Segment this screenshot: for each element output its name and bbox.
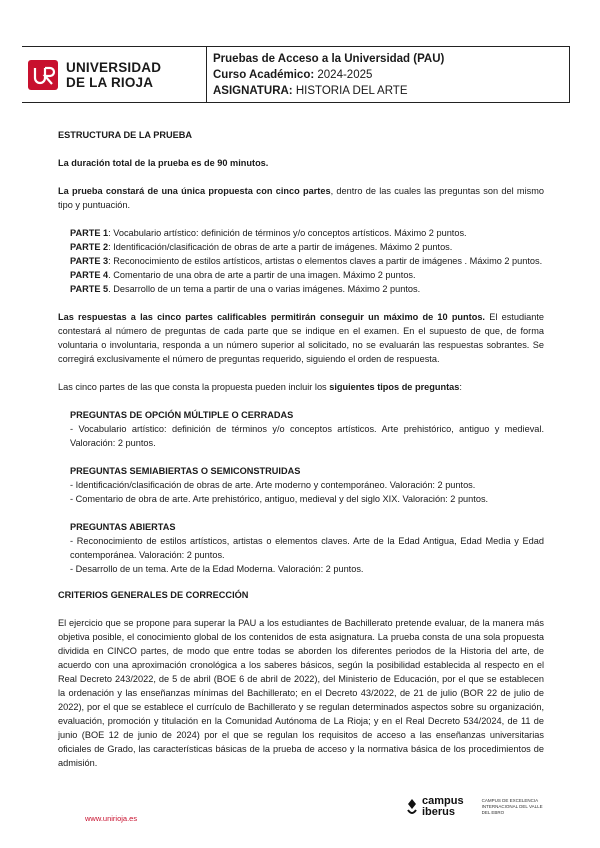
parts-list xyxy=(70,226,544,296)
list-item: PARTE 4. Comentario de una obra de arte a partir de una imagen. Máximo 2 puntos. xyxy=(70,270,416,280)
structure-title: ESTRUCTURA DE LA PRUEBA xyxy=(58,130,193,140)
footer-url[interactable]: www.unirioja.es xyxy=(85,814,138,823)
types-intro: Las cinco partes de las que consta la propuesta pueden incluir los siguientes tipos de preguntas: xyxy=(58,382,462,392)
list-item: - Vocabulario artístico: definición de términos y/o conceptos artísticos. Arte prehistórico, antiguo y medieval. Valoración: 2 puntos. xyxy=(70,424,544,448)
subject-label: ASIGNATURA: xyxy=(213,85,293,97)
question-type-open: PREGUNTAS ABIERTAS - Reconocimiento de estilos artísticos, artistas o elementos claves. Arte de la Edad Antigua, Edad Media y Edad contemporánea. Valoración: 2 puntos. - Desarrollo de un tema. Arte de la Edad Moderna. Valoración: 2 puntos. xyxy=(70,522,544,574)
course-value: 2024-2025 xyxy=(317,69,373,81)
exam-info xyxy=(206,46,570,103)
list-item: - Comentario de obra de arte. Arte prehistórico, antiguo, medieval y del siglo XIX. Valoración: 2 puntos. xyxy=(70,494,489,504)
campus-iberus-icon xyxy=(406,798,418,816)
campus-iberus-logo xyxy=(406,796,552,818)
list-item: - Identificación/clasificación de obras de arte. Arte moderno y contemporáneo. Valoración: 2 puntos. xyxy=(70,480,476,490)
university-name: UNIVERSIDAD DE LA RIOJA xyxy=(66,59,162,90)
course-label: Curso Académico: xyxy=(213,69,315,81)
campus-iberus-name: campus iberus xyxy=(422,795,464,818)
university-logo xyxy=(22,46,206,103)
document-header xyxy=(22,46,570,103)
campus-iberus-caption: CAMPUS DE EXCELENCIA INTERNACIONAL DEL VALLE DEL EBRO xyxy=(481,798,543,815)
list-item: - Desarrollo de un tema. Arte de la Edad Moderna. Valoración: 2 puntos. xyxy=(70,564,364,574)
duration-text: La duración total de la prueba es de 90 minutos. xyxy=(58,158,269,168)
list-item: PARTE 1: Vocabulario artístico: definición de términos y/o conceptos artísticos. Máximo 2 puntos. xyxy=(70,228,467,238)
list-item: PARTE 3: Reconocimiento de estilos artísticos, artistas o elementos claves a partir de imágenes . Máximo 2 puntos. xyxy=(70,256,543,266)
list-item: PARTE 2: Identificación/clasificación de obras de arte a partir de imágenes. Máximo 2 puntos. xyxy=(70,242,453,252)
university-crest-icon xyxy=(28,60,58,90)
criteria-paragraph: El ejercicio que se propone para superar la PAU a los estudiantes de Bachillerato pretende evaluar, de la manera más objetiva posible, el conocimiento global de los contenidos de esta asignatura. La prueba consta de una sola propuesta dividida en CINCO partes, de modo que entre todas se aborden los diferentes periodos de la Historia del arte, de acuerdo con una aproximación cronológica a los saberes básicos, según la posibilidad establecida al respecto en el Real Decreto 243/2022, de 5 de abril (BOE 6 de abril de 2022), del Ministerio de Educación, por el que se establecen la ordenación y las enseñanzas mínimas del Bachillerato; en el Decreto 43/2022, de 21 de julio (BOR 22 de julio de 2022), por el que se establece el currículo de Bachillerato y se regulan determinados aspectos sobre su organización, evaluación, promoción y titulación en la Comunidad Autónoma de La Rioja; y en el Real Decreto 534/2024, de 11 de junio (BOE 12 de junio de 2024) por el que se regulan los requisitos de acceso a las enseñanzas universitarias oficiales de Grado, las características básicas de la prueba de acceso y la normativa básica de los procedimientos de admisión. xyxy=(58,618,544,768)
exam-title: Pruebas de Acceso a la Universidad (PAU) xyxy=(213,53,445,65)
list-item: - Reconocimiento de estilos artísticos, artistas o elementos claves. Arte de la Edad Antigua, Edad Media y Edad contemporánea. Valoración: 2 puntos. xyxy=(70,536,544,560)
answers-paragraph: Las respuestas a las cinco partes calificables permitirán conseguir un máximo de 10 puntos. El estudiante contestará al número de preguntas de cada parte que se indique en el examen. En el supuesto de que, de forma voluntaria o involuntaria, responda a un número superior al solicitado, no se evaluarán las respuestas sobrantes. Se corregirá exclusivamente el número de preguntas requerido, siguiendo el orden de respuesta. xyxy=(58,312,544,364)
document-body xyxy=(58,128,544,770)
question-type-semiopen: PREGUNTAS SEMIABIERTAS O SEMICONSTRUIDAS - Identificación/clasificación de obras de arte. Arte moderno y contemporáneo. Valoración: 2 puntos. - Comentario de obra de arte. Arte prehistórico, antiguo, medieval y del siglo XIX. Valoración: 2 puntos. xyxy=(70,464,544,506)
list-item: PARTE 5. Desarrollo de un tema a partir de una o varias imágenes. Máximo 2 puntos. xyxy=(70,284,421,294)
criteria-title: CRITERIOS GENERALES DE CORRECCIÓN xyxy=(58,590,249,600)
intro-paragraph: La prueba constará de una única propuesta con cinco partes, dentro de las cuales las preguntas son del mismo tipo y puntuación. xyxy=(58,186,544,210)
question-type-closed: PREGUNTAS DE OPCIÓN MÚLTIPLE O CERRADAS - Vocabulario artístico: definición de términos y/o conceptos artísticos. Arte prehistórico, antiguo y medieval. Valoración: 2 puntos. xyxy=(70,410,544,448)
subject-value: HISTORIA DEL ARTE xyxy=(295,85,408,97)
